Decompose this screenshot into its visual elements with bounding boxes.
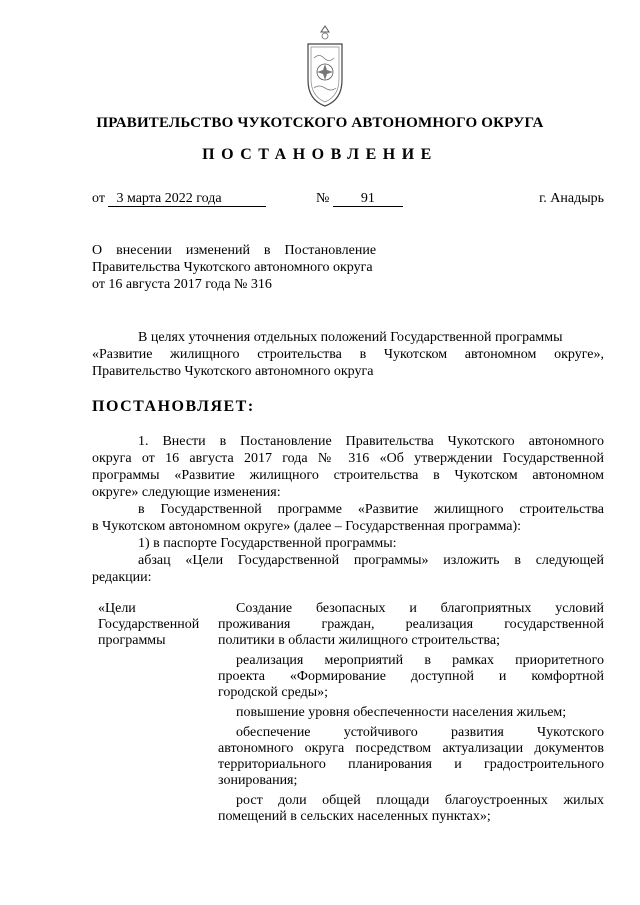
subject-line: Правительства Чукотского автономного округа — [92, 260, 373, 275]
city: г. Анадырь — [539, 191, 604, 206]
table-right-line: повышение уровня обеспеченности населения жильем; — [236, 705, 567, 720]
table-right-line: территориального планирования и градостроительного — [218, 757, 604, 772]
body-line: редакции: — [92, 570, 152, 585]
date-prefix: от — [92, 191, 105, 206]
decree-number: 91 — [333, 192, 403, 207]
coat-of-arms-emblem — [300, 22, 350, 110]
table-left-line: Государственной — [98, 617, 200, 632]
preamble-line: «Развитие жилищного строительства в Чукотском автономном округе», — [92, 347, 604, 362]
resolves-heading: ПОСТАНОВЛЯЕТ: — [92, 398, 255, 415]
subject-line: от 16 августа 2017 года № 316 — [92, 277, 272, 292]
table-right-line: зонирования; — [218, 773, 298, 788]
body-line: округе» следующие изменения: — [92, 485, 281, 500]
preamble-line: В целях уточнения отдельных положений Государственной программы — [138, 330, 563, 345]
table-right-line: помещений в сельских населенных пунктах»; — [218, 809, 491, 824]
number-line — [316, 191, 403, 207]
table-right-line: автономного округа посредством актуализации документов — [218, 741, 604, 756]
table-right-line: реализация мероприятий в рамках приоритетного — [236, 653, 604, 668]
table-right-line: проживания граждан, реализация государственной — [218, 617, 604, 632]
table-right-line: рост доли общей площади благоустроенных жилых — [236, 793, 604, 808]
decree-date: 3 марта 2022 года — [108, 192, 266, 207]
table-right-line: обеспечение устойчивого развития Чукотского — [236, 725, 604, 740]
table-right-line: городской среды»; — [218, 685, 329, 700]
body-line: округа от 16 августа 2017 года № 316 «Об утверждении Государственной — [92, 451, 604, 466]
body-line: абзац «Цели Государственной программы» изложить в следующей — [138, 553, 604, 568]
decree-title: ПОСТАНОВЛЕНИЕ — [202, 146, 438, 163]
preamble-line: Правительство Чукотского автономного округа — [92, 364, 374, 379]
body-line: 1. Внести в Постановление Правительства Чукотского автономного — [138, 434, 604, 449]
government-title: ПРАВИТЕЛЬСТВО ЧУКОТСКОГО АВТОНОМНОГО ОКРУГА — [96, 115, 544, 131]
table-right-line: Создание безопасных и благоприятных условий — [236, 601, 604, 616]
table-right-line: проекта «Формирование доступной и комфортной — [218, 669, 604, 684]
body-line: 1) в паспорте Государственной программы: — [138, 536, 397, 551]
body-line: в Государственной программе «Развитие жилищного строительства — [138, 502, 604, 517]
body-line: программы «Развитие жилищного строительства в Чукотском автономном — [92, 468, 604, 483]
table-left-line: программы — [98, 633, 166, 648]
number-prefix: № — [316, 191, 330, 206]
table-left-line: «Цели — [98, 601, 136, 616]
table-right-line: политики в области жилищного строительства; — [218, 633, 500, 648]
date-line — [92, 191, 266, 207]
subject-line: О внесении изменений в Постановление — [92, 243, 377, 258]
body-line: в Чукотском автономном округе» (далее – Государственная программа): — [92, 519, 522, 534]
